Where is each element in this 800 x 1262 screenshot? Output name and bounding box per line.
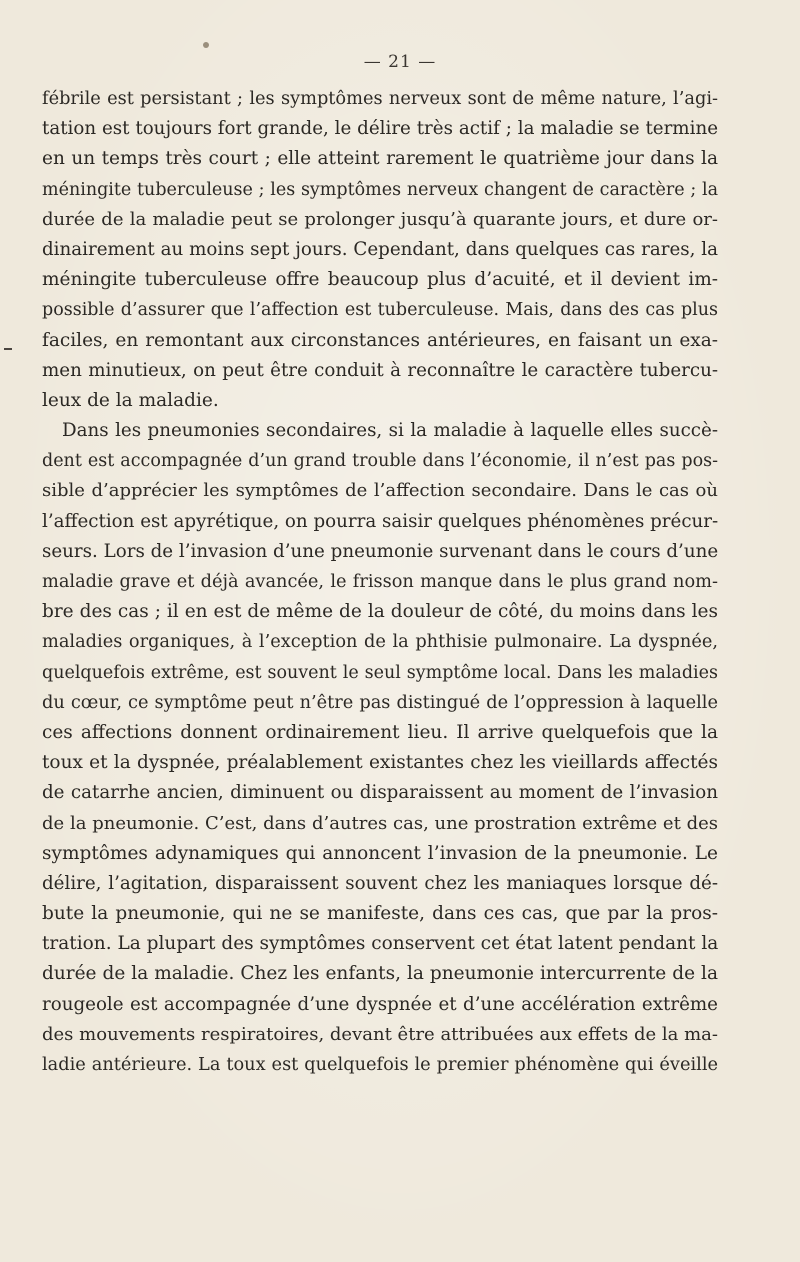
text-line: durée de la maladie. Chez les enfants, la pneumonie intercurrente de la <box>42 963 718 985</box>
text-line-paragraph-end: leux de la maladie. <box>42 389 219 411</box>
body-text <box>42 84 718 1080</box>
text-line: des mouvements respiratoires, devant être attribuées aux effets de la ma- <box>42 1023 718 1045</box>
text-line: de la pneumonie. C’est, dans d’autres cas, une prostration extrême et des <box>42 812 718 834</box>
text-line: symptômes adynamiques qui annoncent l’invasion de la pneumonie. Le <box>42 842 718 864</box>
text-line: quelquefois extrême, est souvent le seul symptôme local. Dans les maladies <box>42 662 718 683</box>
text-line: tation est toujours fort grande, le délire très actif ; la maladie se termine <box>42 118 718 140</box>
text-line: possible d’assurer que l’affection est tuberculeuse. Mais, dans des cas plus <box>42 300 718 321</box>
text-line: délire, l’agitation, disparaissent souvent chez les maniaques lorsque dé- <box>42 872 718 894</box>
text-line: fébrile est persistant ; les symptômes nerveux sont de même nature, l’agi- <box>42 89 718 109</box>
text-line: durée de la maladie peut se prolonger jusqu’à quarante jours, et dure or- <box>42 208 718 230</box>
text-line: tration. La plupart des symptômes conservent cet état latent pendant la <box>42 933 719 955</box>
text-line: maladie grave et déjà avancée, le frisson manque dans le plus grand nom- <box>42 572 718 592</box>
margin-dash <box>4 348 12 350</box>
text-line: maladies organiques, à l’exception de la phthisie pulmonaire. La dyspnée, <box>42 632 718 653</box>
text-line: sible d’apprécier les symptômes de l’affection secondaire. Dans le cas où <box>42 480 718 502</box>
text-line-paragraph-start: Dans les pneumonies secondaires, si la maladie à laquelle elles succè- <box>62 420 718 442</box>
text-line: bre des cas ; il en est de même de la douleur de côté, du moins dans les <box>42 601 718 623</box>
text-line: rougeole est accompagnée d’une dyspnée et d’une accélération extrême <box>42 993 718 1015</box>
text-line: de catarrhe ancien, diminuent ou disparaissent au moment de l’invasion <box>42 782 718 804</box>
text-line: men minutieux, on peut être conduit à reconnaître le caractère tubercu- <box>42 359 718 381</box>
text-line: ces affections donnent ordinairement lieu. Il arrive quelquefois que la <box>42 721 718 743</box>
text-line: l’affection est apyrétique, on pourra saisir quelques phénomènes précur- <box>42 510 719 532</box>
text-line: seurs. Lors de l’invasion d’une pneumonie survenant dans le cours d’une <box>42 540 719 562</box>
text-line: méningite tuberculeuse ; les symptômes nerveux changent de caractère ; la <box>42 179 718 200</box>
text-line: ladie antérieure. La toux est quelquefois le premier phénomène qui éveille <box>42 1055 718 1075</box>
text-line: dent est accompagnée d’un grand trouble dans l’économie, il n’est pas pos- <box>42 451 718 472</box>
text-line: en un temps très court ; elle atteint rarement le quatrième jour dans la <box>42 148 718 170</box>
ink-spot <box>203 42 209 48</box>
text-line: faciles, en remontant aux circonstances antérieures, en faisant un exa- <box>42 329 718 351</box>
text-line: toux et la dyspnée, préalablement existantes chez les vieillards affectés <box>42 752 718 774</box>
text-line: bute la pneumonie, qui ne se manifeste, dans ces cas, que par la pros- <box>42 903 718 925</box>
text-line: dinairement au moins sept jours. Cependant, dans quelques cas rares, la <box>42 238 718 260</box>
text-line: du cœur, ce symptôme peut n’être pas distingué de l’oppression à laquelle <box>42 692 718 713</box>
page-number: — 21 — <box>363 52 437 72</box>
text-line: méningite tuberculeuse offre beaucoup plus d’acuité, et il devient im- <box>42 269 718 291</box>
